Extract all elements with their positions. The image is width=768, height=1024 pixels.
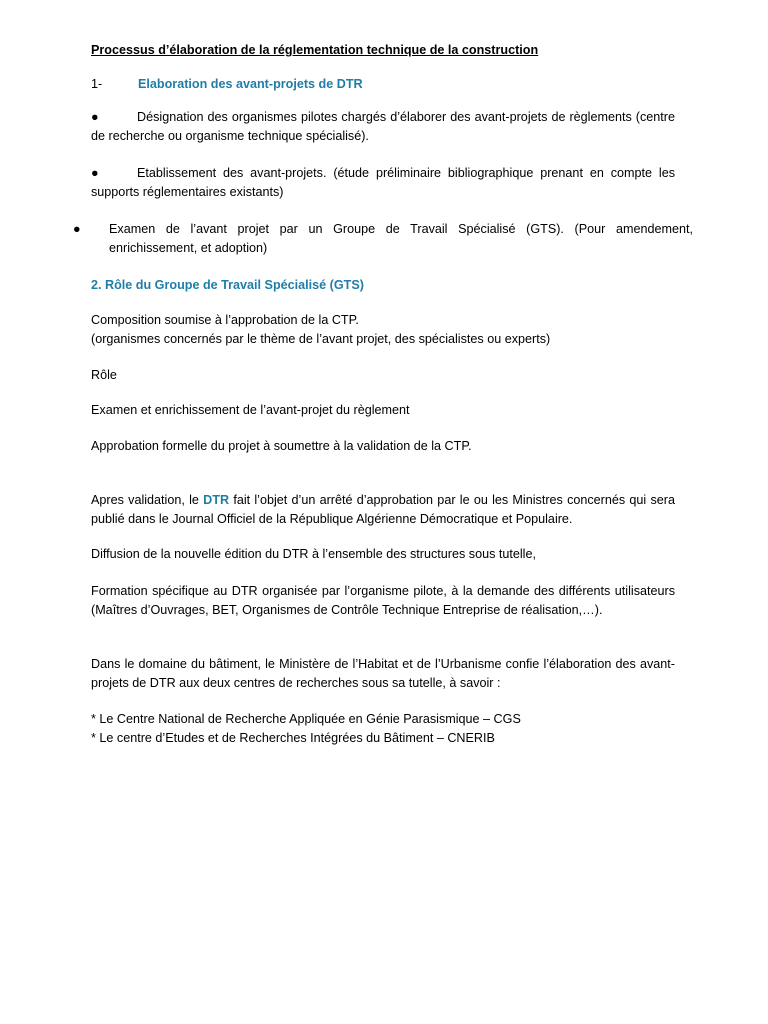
bullet-item-2 — [91, 164, 675, 202]
composition-line-1: Composition soumise à l’approbation de la CTP. — [91, 313, 359, 327]
bullet-item-1 — [91, 108, 675, 146]
bullet-icon: ● — [91, 110, 99, 124]
document-title: Processus d’élaboration de la réglementation technique de la construction — [91, 43, 539, 57]
bullet-text-2: Etablissement des avant-projets. (étude préliminaire bibliographique prenant en compte les supports réglementaires existants) — [91, 166, 675, 199]
role-item-1: Examen et enrichissement de l’avant-projet du règlement — [91, 403, 410, 417]
after-validation-paragraph — [91, 491, 675, 529]
role-label: Rôle — [91, 368, 117, 382]
bullet-icon: ● — [91, 166, 99, 180]
role-item-2: Approbation formelle du projet à soumettre à la validation de la CTP. — [91, 439, 472, 453]
bullet-text-3: Examen de l’avant projet par un Groupe de Travail Spécialisé (GTS). (Pour amendement, enrichissement, et adoption) — [109, 222, 693, 255]
section2-heading: 2. Rôle du Groupe de Travail Spécialisé (GTS) — [91, 278, 364, 292]
section1-number: 1- — [91, 77, 103, 91]
composition-line-2: (organismes concernés par le thème de l’avant projet, des spécialistes ou experts) — [91, 332, 551, 346]
after-validation-suffix: fait l’objet d’un arrêté d’approbation par le ou les Ministres concernés qui sera publié dans le Journal Officiel de la République Algérienne Démocratique et Populaire. — [91, 493, 675, 526]
centre-item-2: * Le centre d’Etudes et de Recherches Intégrées du Bâtiment – CNERIB — [91, 731, 495, 745]
diffusion-paragraph: Diffusion de la nouvelle édition du DTR à l’ensemble des structures sous tutelle, — [91, 547, 536, 561]
after-validation-prefix: Apres validation, le — [91, 493, 204, 507]
bullet-item-3 — [73, 220, 693, 258]
centres-list — [91, 710, 675, 748]
formation-paragraph: Formation spécifique au DTR organisée par l’organisme pilote, à la demande des différents utilisateurs (Maîtres d’Ouvrages, BET, Organismes de Contrôle Technique Entreprise de réalisation,…). — [91, 584, 675, 617]
bullet-icon: ● — [73, 222, 81, 236]
section1-heading: Elaboration des avant-projets de DTR — [138, 77, 363, 91]
domaine-paragraph: Dans le domaine du bâtiment, le Ministère de l’Habitat et de l’Urbanisme confie l’élaboration des avant-projets de DTR aux deux centres de recherches sous sa tutelle, à savoir : — [91, 657, 675, 690]
dtr-term: DTR — [203, 493, 230, 507]
composition-paragraph — [91, 311, 675, 349]
centre-item-1: * Le Centre National de Recherche Appliquée en Génie Parasismique – CGS — [91, 712, 521, 726]
bullet-text-1: Désignation des organismes pilotes chargés d’élaborer des avant-projets de règlements (centre de recherche ou organisme technique spécialisé). — [91, 110, 675, 143]
